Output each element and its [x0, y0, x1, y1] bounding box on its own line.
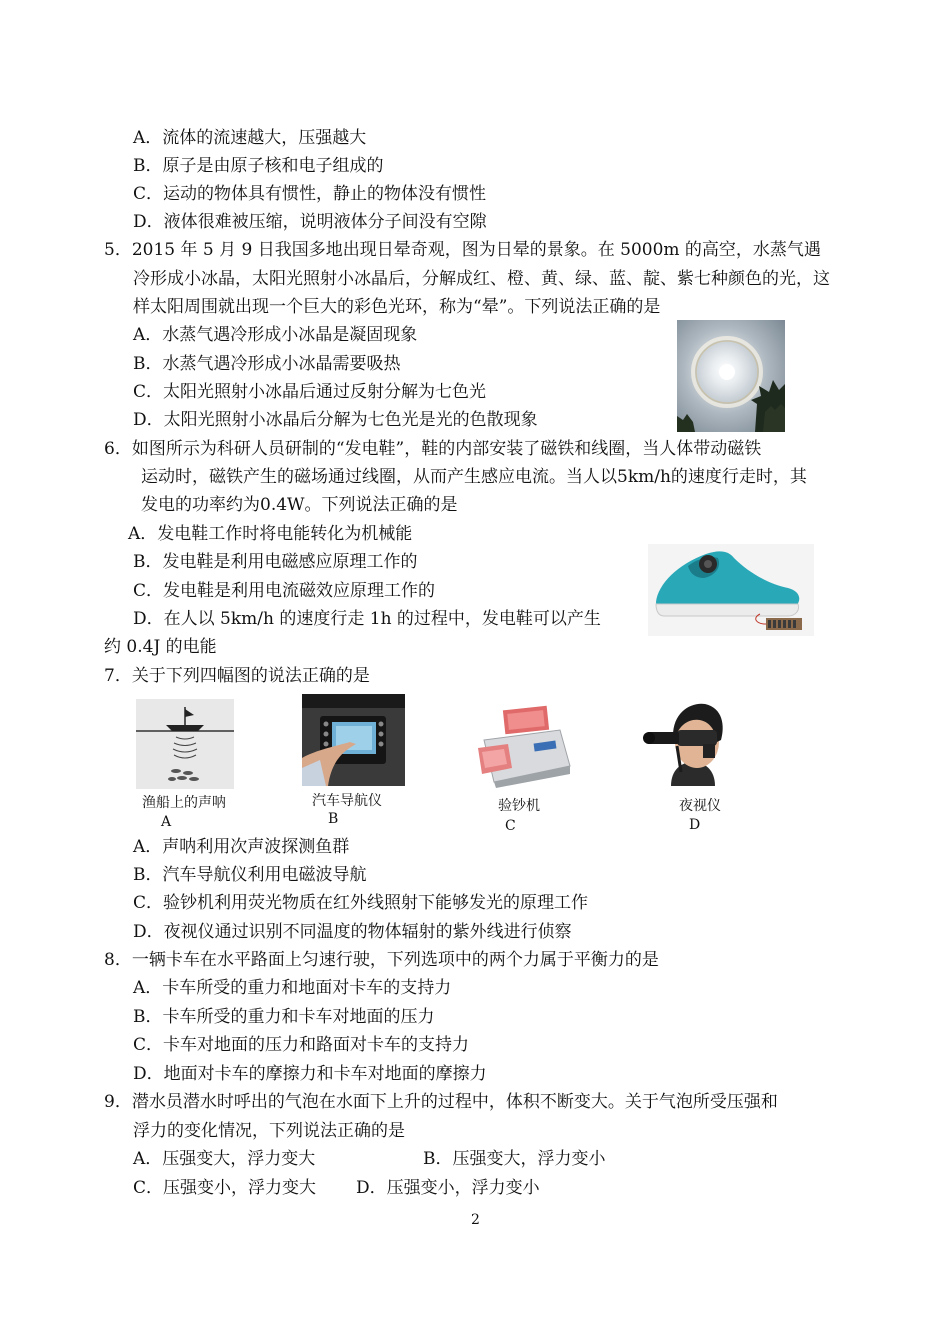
option-text: D．太阳光照射小冰晶后分解为七色光是光的色散现象	[133, 410, 538, 430]
option-text: C．验钞机利用荧光物质在红外线照射下能够发光的原理工作	[133, 893, 589, 913]
option-text: A．声呐利用次声波探测鱼群	[133, 837, 350, 857]
car-navigation-image	[302, 694, 405, 786]
option-text: D．地面对卡车的摩擦力和卡车对地面的摩擦力	[133, 1064, 487, 1084]
option-text: C．压强变小，浮力变大	[133, 1178, 317, 1198]
page-number: 2	[471, 1212, 480, 1228]
sonar-image	[136, 699, 234, 789]
figure-letter: A	[161, 814, 172, 830]
question-stem: 冷形成小冰晶，太阳光照射小冰晶后，分解成红、橙、黄、绿、蓝、靛、紫七种颜色的光，这	[133, 269, 830, 289]
option-text: A．流体的流速越大，压强越大	[133, 128, 367, 148]
option-text: D．在人以 5km/h 的速度行走 1h 的过程中，发电鞋可以产生	[133, 609, 601, 629]
option-text: C．发电鞋是利用电流磁效应原理工作的	[133, 581, 436, 601]
question-stem: 发电的功率约为0.4W。下列说法正确的是	[141, 495, 458, 515]
question-stem: 5．2015 年 5 月 9 日我国多地出现日晕奇观，图为日晕的景象。在 5000m 的高空，水蒸气遇	[104, 240, 821, 260]
solar-halo-image	[677, 320, 785, 432]
question-stem: 浮力的变化情况，下列说法正确的是	[133, 1121, 405, 1141]
option-text: B．压强变大，浮力变小	[423, 1149, 606, 1169]
option-text: 约 0.4J 的电能	[104, 637, 217, 657]
option-text: B．发电鞋是利用电磁感应原理工作的	[133, 552, 418, 572]
question-stem: 样太阳周围就出现一个巨大的彩色光环，称为“晕”。下列说法正确的是	[133, 297, 661, 317]
figure-letter: C	[505, 818, 516, 834]
power-shoe-image	[648, 544, 814, 636]
option-text: B．卡车所受的重力和卡车对地面的压力	[133, 1007, 435, 1027]
option-text: A．水蒸气遇冷形成小冰晶是凝固现象	[133, 325, 418, 345]
option-text: A．卡车所受的重力和地面对卡车的支持力	[133, 978, 452, 998]
figure-caption: 渔船上的声呐	[142, 795, 226, 811]
figure-letter: B	[328, 811, 339, 827]
option-text: B．汽车导航仪利用电磁波导航	[133, 865, 367, 885]
option-text: C．太阳光照射小冰晶后通过反射分解为七色光	[133, 382, 487, 402]
option-text: A．压强变大，浮力变大	[133, 1149, 316, 1169]
option-text: D．液体很难被压缩，说明液体分子间没有空隙	[133, 212, 487, 232]
question-stem: 7．关于下列四幅图的说法正确的是	[104, 666, 370, 686]
option-text: A．发电鞋工作时将电能转化为机械能	[128, 524, 413, 544]
figure-caption: 汽车导航仪	[312, 793, 382, 809]
figure-caption: 验钞机	[498, 798, 540, 814]
option-text: B．水蒸气遇冷形成小冰晶需要吸热	[133, 354, 401, 374]
option-text: D．夜视仪通过识别不同温度的物体辐射的紫外线进行侦察	[133, 922, 572, 942]
figure-letter: D	[689, 817, 701, 833]
figure-caption: 夜视仪	[679, 798, 721, 814]
option-text: B．原子是由原子核和电子组成的	[133, 156, 384, 176]
option-text: C．卡车对地面的压力和路面对卡车的支持力	[133, 1035, 470, 1055]
option-text: C．运动的物体具有惯性，静止的物体没有惯性	[133, 184, 487, 204]
question-stem: 6．如图所示为科研人员研制的“发电鞋”，鞋的内部安装了磁铁和线圈，当人体带动磁铁	[104, 439, 762, 459]
question-stem: 8．一辆卡车在水平路面上匀速行驶，下列选项中的两个力属于平衡力的是	[104, 950, 659, 970]
option-text: D．压强变小，浮力变小	[356, 1178, 540, 1198]
bill-counter-image	[474, 704, 574, 790]
question-stem: 9．潜水员潜水时呼出的气泡在水面下上升的过程中，体积不断变大。关于气泡所受压强和	[104, 1092, 778, 1112]
question-stem: 运动时，磁铁产生的磁场通过线圈，从而产生感应电流。当人以5km/h的速度行走时，其	[141, 467, 807, 487]
night-vision-image	[641, 696, 743, 786]
